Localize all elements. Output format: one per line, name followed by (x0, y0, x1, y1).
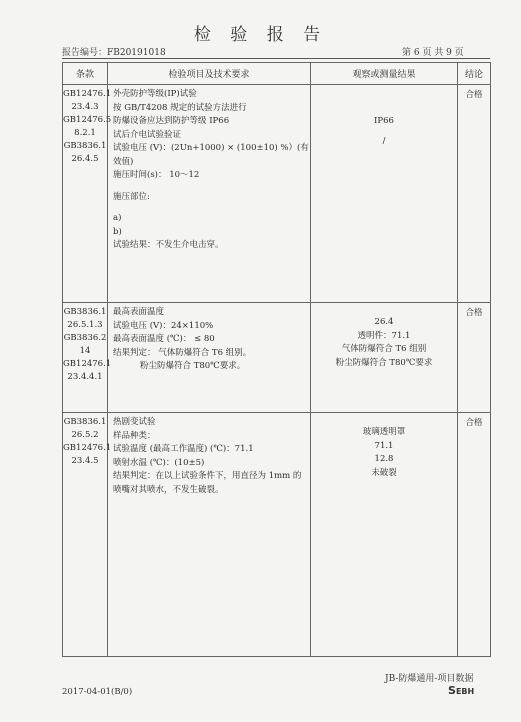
items-cell (108, 303, 311, 413)
results-cell (311, 413, 458, 657)
result-line (311, 88, 457, 102)
clause-line: 23.4.4.1 (67, 372, 103, 382)
clause-line: GB12476.1 (63, 443, 112, 453)
report-number: 报告编号：FB20191018 (62, 48, 166, 58)
item-line (113, 183, 310, 191)
item-line: 施压时间(s)： 10～12 (113, 170, 200, 180)
result-line: 透明件：71.1 (357, 330, 411, 341)
header-clause: 条款 (63, 63, 108, 85)
clause-line: GB12476.1 (63, 359, 112, 369)
header-items: 检验项目及技术要求 (108, 63, 311, 85)
result-line: 12.8 (374, 454, 394, 464)
item-line: 外壳防护等级(IP)试验 (113, 89, 197, 99)
clause-cell (63, 85, 112, 303)
clause-cell (63, 413, 112, 657)
clause-line: 8.2.1 (74, 128, 96, 138)
results-cell (311, 85, 458, 303)
result-line: 未破裂 (371, 467, 397, 478)
clause-cell (63, 303, 112, 413)
header-rule (62, 58, 490, 59)
item-line: 试验结果：不发生介电击穿。 (113, 240, 224, 250)
item-line: 结果判定： 气体防爆符合 T6 组别。 (113, 347, 252, 358)
item-line: 试验电压 (V)：24×110% (113, 320, 214, 331)
result-line: / (382, 135, 386, 146)
clause-line: 26.5.2 (71, 430, 99, 440)
conclusion-cell (458, 303, 491, 413)
company-logo (448, 684, 474, 697)
logo-s-icon: S (448, 684, 456, 697)
item-line: 样品种类： (113, 430, 156, 441)
result-line (311, 306, 457, 316)
clause-line: GB3836.1 (63, 141, 107, 151)
item-line: a) (113, 213, 122, 223)
result-line: 气体防爆符合 T6 组别 (341, 344, 427, 354)
conclusion-cell (458, 85, 491, 303)
result-line: IP66 (374, 116, 394, 126)
results-cell (311, 303, 458, 413)
header-results: 观察或测量结果 (311, 63, 458, 85)
item-line: b) (113, 226, 122, 237)
header-conclusion: 结论 (458, 63, 491, 85)
item-line: 喷射水温 (℃)：(10±5) (113, 457, 205, 468)
conclusion-text: 合格 (465, 90, 483, 100)
item-line (113, 204, 310, 212)
result-line: 玻璃透明罩 (362, 427, 406, 437)
clause-line: 26.4.5 (71, 154, 99, 164)
item-line: 试验电压 (V)：(2Un+1000) × (100±10) %）(有 (113, 143, 309, 153)
footer-date: 2017-04-01(B/0) (62, 687, 133, 697)
item-line: 施压部位: (113, 191, 150, 202)
page-number: 第 6 页 共 9 页 (402, 48, 464, 58)
items-cell (108, 85, 311, 303)
page-title: 检 验 报 告 (193, 25, 328, 45)
item-line: 喷嘴对其喷水，不发生破裂。 (113, 484, 224, 495)
result-line (311, 416, 457, 426)
item-line: 粉尘防爆符合 T80℃要求。 (113, 361, 246, 371)
result-line (311, 102, 457, 116)
result-line: 26.4 (374, 317, 394, 327)
conclusion-text: 合格 (465, 308, 483, 318)
conclusion-text: 合格 (465, 418, 483, 428)
table-header-row (63, 63, 491, 85)
table-row (63, 413, 491, 657)
clause-line: 26.5.1.3 (67, 320, 103, 330)
items-cell (108, 413, 311, 657)
clause-line: GB3836.2 (63, 333, 107, 343)
table-row (63, 303, 491, 413)
clause-line: 14 (79, 346, 91, 356)
table-row (63, 85, 491, 303)
item-line: 试后介电试验验证 (113, 129, 182, 140)
result-line: 粉尘防爆符合 T80℃要求 (335, 357, 433, 368)
item-line: 按 GB/T4208 规定的试验方法进行 (113, 102, 247, 113)
item-line: 效值) (113, 156, 134, 167)
clause-line: GB12476.1 (63, 89, 112, 99)
clause-line: GB12476.5 (63, 115, 112, 125)
item-line: 最高表面温度 (℃)： ≤ 80 (113, 334, 215, 344)
item-line: 试验温度 (最高工作温度) (℃)：71.1 (113, 444, 254, 454)
conclusion-cell (458, 413, 491, 657)
clause-line: 23.4.5 (71, 456, 99, 466)
clause-line: 23.4.3 (71, 102, 99, 112)
item-line: 最高表面温度 (113, 307, 165, 317)
inspection-table (62, 62, 491, 657)
clause-line: GB3836.1 (63, 307, 107, 317)
item-line: 热剧变试验 (113, 417, 156, 427)
item-line: 防爆设备应达到防护等级 IP66 (113, 116, 230, 126)
logo-text: EBH (455, 687, 475, 696)
result-line: 71.1 (374, 440, 394, 451)
clause-line: GB3836.1 (63, 417, 107, 427)
item-line: 结果判定：在以上试验条件下，用直径为 1mm 的 (113, 471, 302, 481)
footer-form-code: JB-防爆通用-项目数据 (385, 674, 474, 684)
